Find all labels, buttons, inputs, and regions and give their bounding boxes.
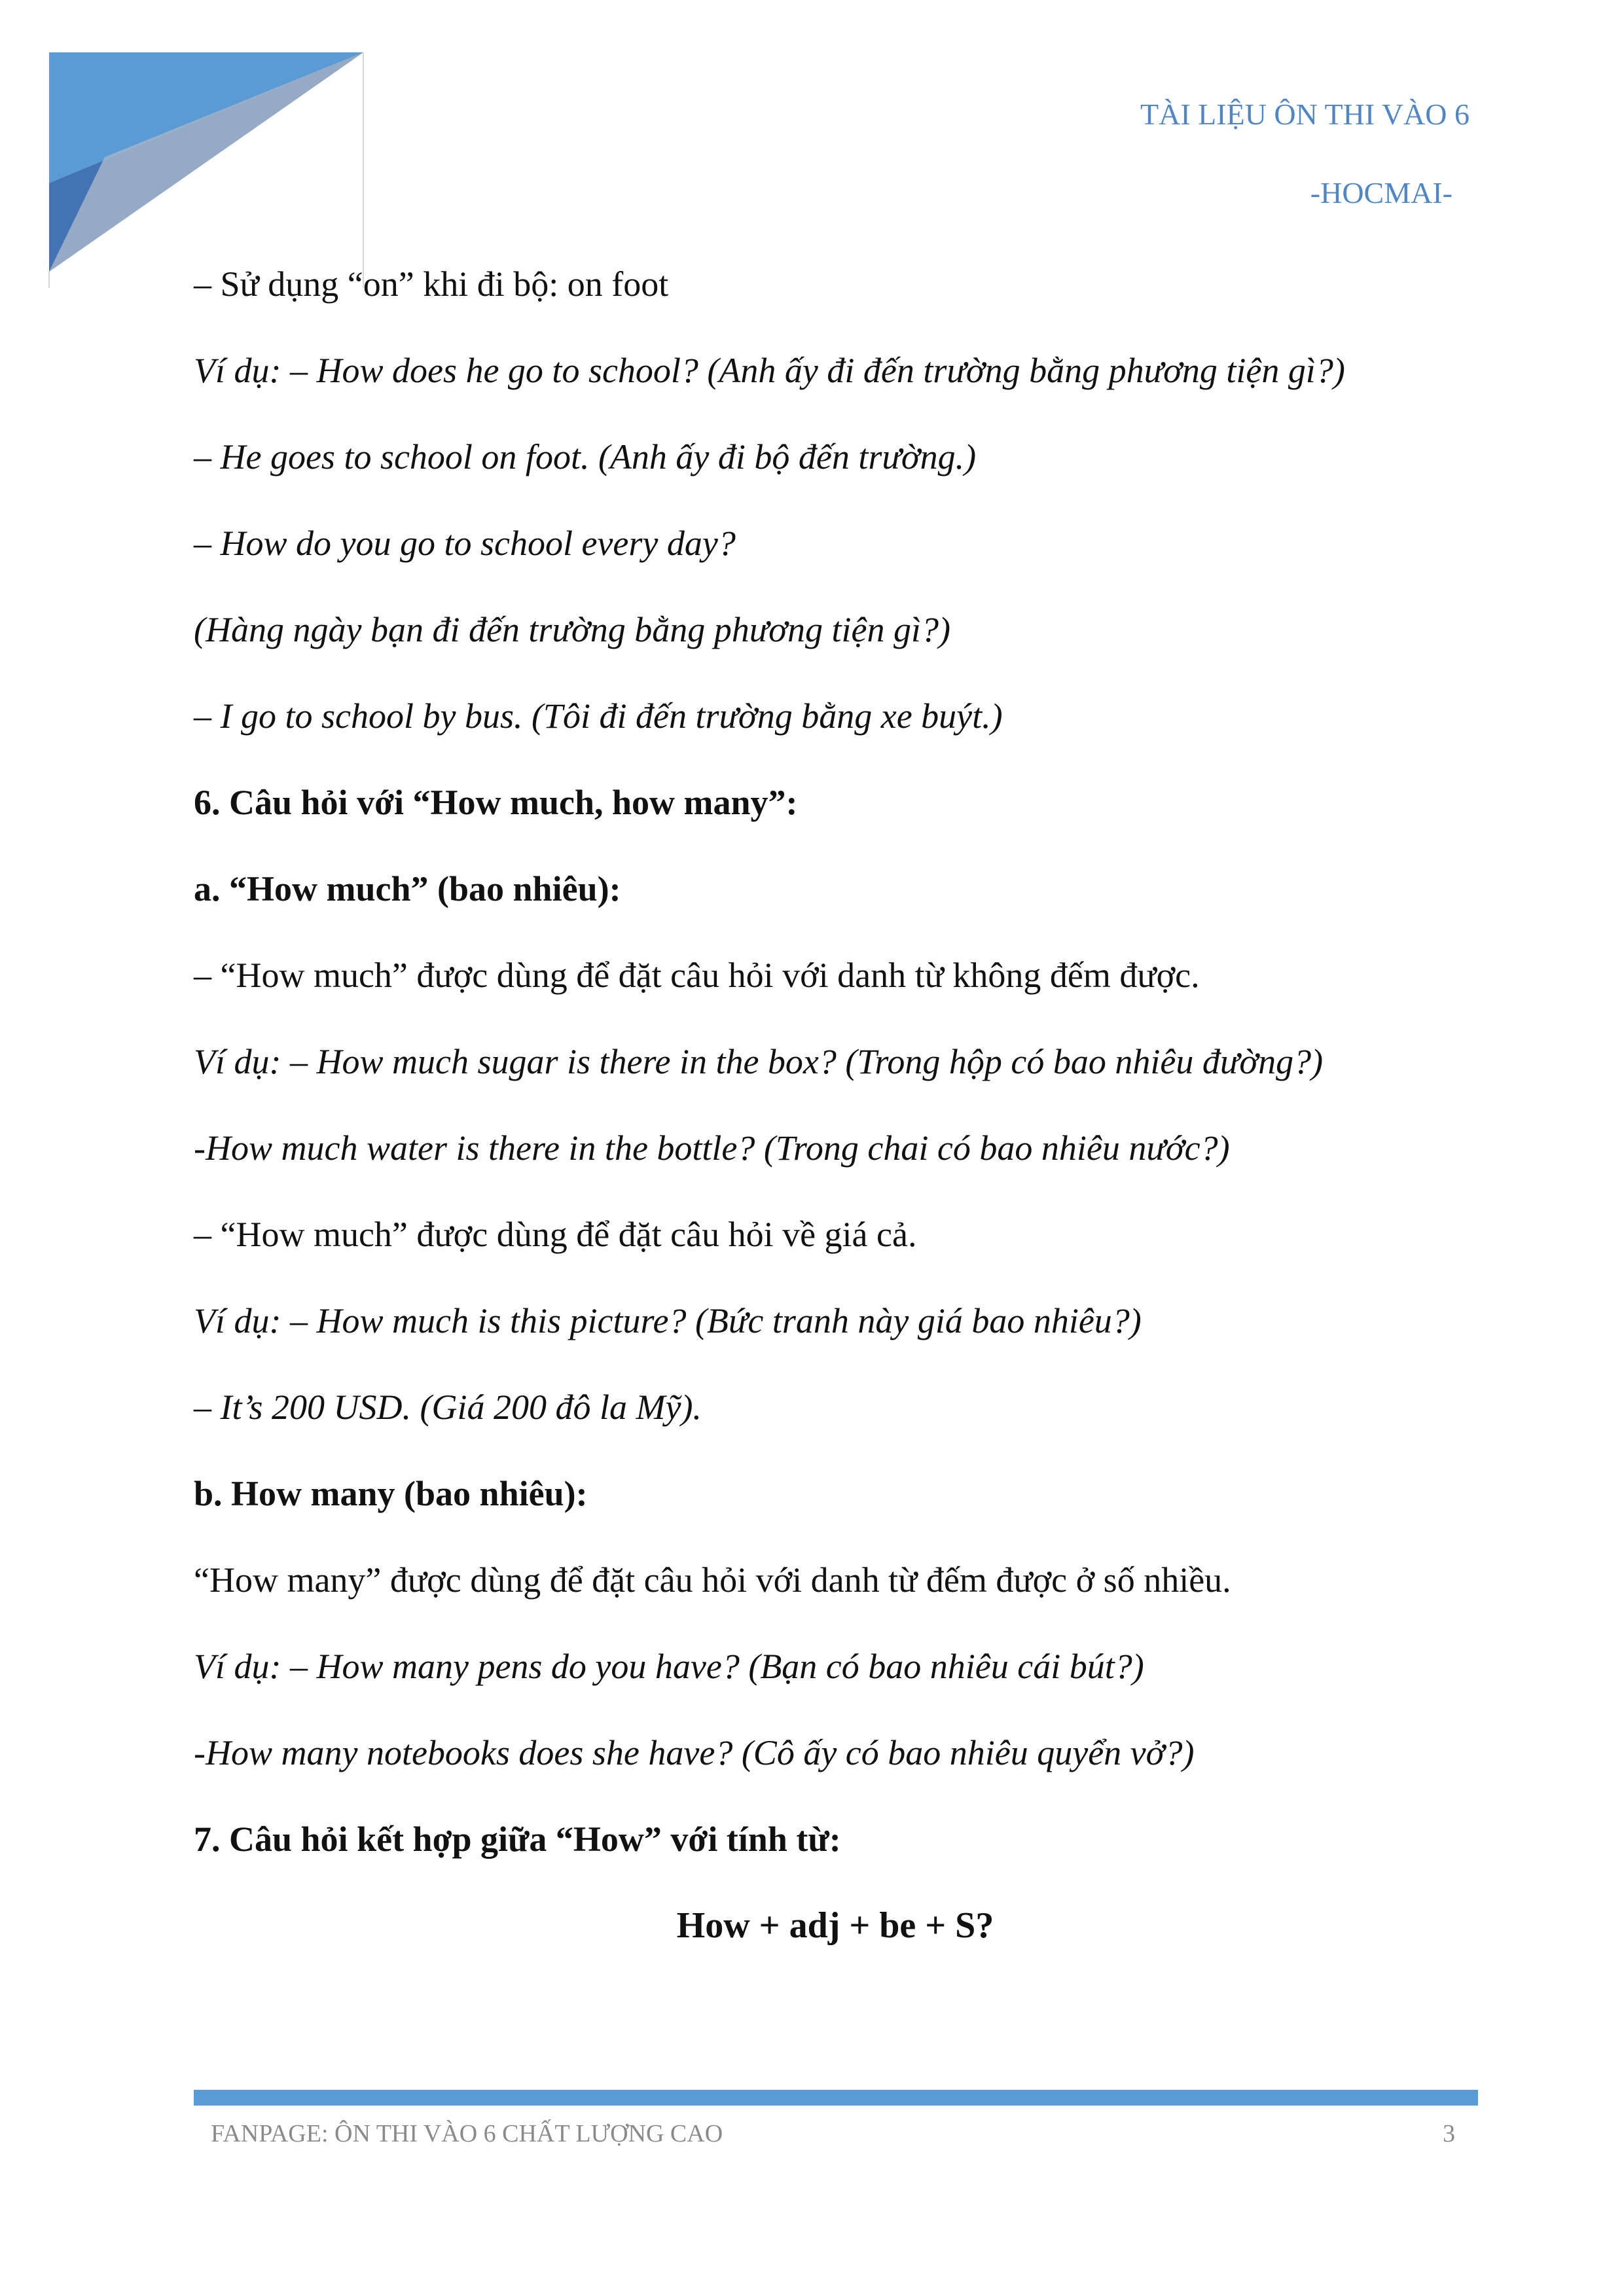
text-line: “How many” được dùng để đặt câu hỏi với danh từ đếm được ở số nhiều. xyxy=(194,1560,1231,1600)
example-line: – It’s 200 USD. (Giá 200 đô la Mỹ). xyxy=(194,1388,702,1427)
example-line: -How many notebooks does she have? (Cô ấy có bao nhiêu quyển vở?) xyxy=(194,1733,1195,1772)
example-line: Ví dụ: – How many pens do you have? (Bạn có bao nhiêu cái bút?) xyxy=(194,1647,1144,1686)
example-line: Ví dụ: – How much sugar is there in the box? (Trong hộp có bao nhiêu đường?) xyxy=(194,1042,1324,1081)
example-line: (Hàng ngày bạn đi đến trường bằng phương tiện gì?) xyxy=(194,610,950,649)
footer-divider xyxy=(194,2090,1478,2106)
formula: How + adj + be + S? xyxy=(676,1905,994,1946)
subsection-heading: a. “How much” (bao nhiêu): xyxy=(194,869,621,908)
page-number: 3 xyxy=(1443,2120,1455,2147)
header-subtitle: -HOCMAI- xyxy=(1310,176,1453,209)
subsection-heading: b. How many (bao nhiêu): xyxy=(194,1474,588,1513)
text-line: – “How much” được dùng để đặt câu hỏi với danh từ không đếm được. xyxy=(194,956,1200,995)
section-heading: 6. Câu hỏi với “How much, how many”: xyxy=(194,783,798,822)
document-body xyxy=(194,241,1477,1969)
example-line: Ví dụ: – How much is this picture? (Bức tranh này giá bao nhiêu?) xyxy=(194,1301,1142,1340)
example-line: Ví dụ: – How does he go to school? (Anh ấy đi đến trường bằng phương tiện gì?) xyxy=(194,351,1345,390)
text-line: – “How much” được dùng để đặt câu hỏi về giá cả. xyxy=(194,1215,917,1254)
example-line: – How do you go to school every day? xyxy=(194,524,736,563)
example-line: – I go to school by bus. (Tôi đi đến trường bằng xe buýt.) xyxy=(194,696,1003,736)
example-line: -How much water is there in the bottle? (Trong chai có bao nhiêu nước?) xyxy=(194,1128,1230,1168)
section-heading: 7. Câu hỏi kết hợp giữa “How” với tính từ: xyxy=(194,1820,841,1859)
text-line: – Sử dụng “on” khi đi bộ: on foot xyxy=(194,264,669,304)
footer-text: FANPAGE: ÔN THI VÀO 6 CHẤT LƯỢNG CAO xyxy=(211,2120,723,2147)
example-line: – He goes to school on foot. (Anh ấy đi bộ đến trường.) xyxy=(194,437,977,476)
header-title: TÀI LIỆU ÔN THI VÀO 6 xyxy=(1140,98,1470,131)
